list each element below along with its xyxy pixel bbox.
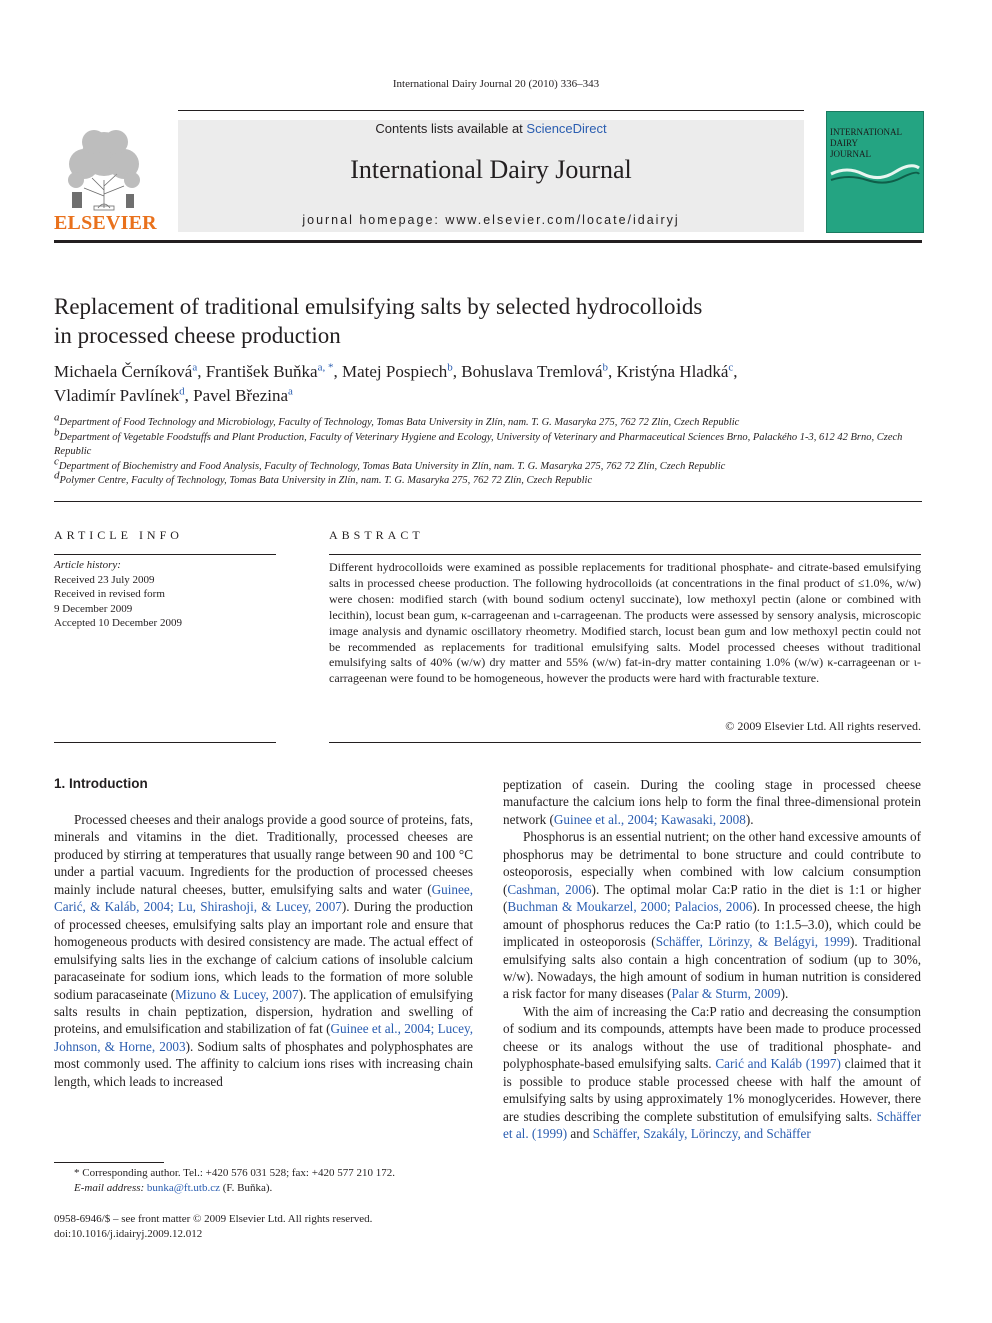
citation-link[interactable]: Schäffer et al. (1999): [503, 1108, 921, 1142]
header-rule: [178, 110, 804, 111]
affiliation-key: d: [54, 469, 60, 482]
author-name: Bohuslava Tremlová: [461, 362, 603, 381]
author-name: Pavel Březina: [193, 386, 289, 405]
abstract-text: Different hydrocolloids were examined as possible replacements for traditional phosphate- and citrate-based emulsifying salts in processed cheese production. The following hydrocolloids (at concentrations in the final product of ≤1.0%, w/w) were chosen: modified starch (with bound sodium octenyl succinate), low methoxyl pectin (alone or combined with lecithin), locust bean gum, κ-carrageenan and ι-carrageenan. The products were assessed by sensory analysis, microscopic image analysis and dynamic oscillatory rheometry. Modified starch, locust bean gum and low methoxyl pectin could not be recommended as replacements for traditional emulsifying salts. Model processed cheeses without traditional emulsifying salts of 40% (w/w) dry matter and 55% (w/w) fat-in-dry matter containing 1.0% (w/w) κ-carrageenan or ι-carrageenan were found to be homogeneous, however the products were hard with fracturable texture.: [329, 560, 921, 686]
text-run: ).: [780, 986, 789, 1002]
affiliation-text: Department of Food Technology and Microbiology, Faculty of Technology, Tomas Bata University in Zlín, nam. T. G. Masaryka 275, 762 72 Zlín, Czech Republic: [59, 417, 740, 428]
text-run: ). Sodium salts of phosphates and polyphosphates are most commonly used. The affinity to calcium ions rises with increasing chain length, which leads to increased: [54, 1038, 473, 1089]
author-name: Kristýna Hladká: [616, 362, 729, 381]
corresponding-author: * Corresponding author. Tel.: +420 576 031 528; fax: +420 577 210 172.: [74, 1167, 395, 1179]
author-separator: ,: [452, 362, 462, 381]
author-name: Matej Pospiech: [342, 362, 448, 381]
front-matter: [54, 1212, 654, 1242]
abstract-rule: [329, 554, 921, 555]
affiliation-ref[interactable]: b: [447, 361, 453, 374]
text-run: With the aim of increasing the Ca:P ratio and decreasing the consumption of sodium and its compounds, attempts have been made to produce processed cheese or its analogs without the use of traditional phosphate- and polyphosphate-based emulsifying salts.: [503, 1003, 921, 1072]
affiliation-text: Polymer Centre, Faculty of Technology, Tomas Bata University in Zlín, nam. T. G. Masaryka 275, 762 72 Zlín, Czech Republic: [59, 475, 593, 486]
sciencedirect-link[interactable]: ScienceDirect: [526, 121, 607, 136]
title-line: in processed cheese production: [54, 323, 341, 348]
text-run: Phosphorus is an essential nutrient; on the other hand excessive amounts of phosphorus may be detrimental to bone structure and could contribute to osteoporosis, especially when combined with low calcium consumption (: [503, 829, 921, 897]
text-run: claimed that it is possible to produce stable processed cheese with half the amount of emulsifying salts by using approximately 1% monoglycerides. However, there are studies describing the complete substitution of emulsifying salts.: [503, 1056, 922, 1124]
paragraph: [503, 776, 921, 828]
article-info-rule: [54, 554, 276, 555]
cover-title: [830, 127, 920, 160]
running-head: International Dairy Journal 20 (2010) 336–343: [392, 78, 600, 90]
email-line: [54, 1181, 473, 1196]
author-list: [54, 360, 922, 408]
email-link[interactable]: bunka@ft.utb.cz: [146, 1182, 220, 1194]
text-run: peptization of casein. During the cooling stage in processed cheese manufacture the calcium ions help to form the final three-dimensional protein network (: [503, 777, 921, 827]
cover-title-line: INTERNATIONAL: [830, 127, 902, 137]
article-info-bottom-rule: [54, 742, 276, 743]
citation-link[interactable]: Palar & Sturm, 2009: [671, 986, 781, 1002]
text-run: ). The optimal molar Ca:P ratio in the diet is 1:1 or higher (: [503, 881, 921, 915]
affiliation-key: c: [54, 455, 59, 467]
text-run: and: [567, 1126, 593, 1142]
issn-line: 0958-6946/$ – see front matter © 2009 Elsevier Ltd. All rights reserved.: [54, 1213, 373, 1225]
author-name: Vladimír Pavlínek: [54, 386, 180, 405]
email-suffix: (F. Buňka).: [219, 1182, 273, 1194]
contents-prefix: Contents lists available at: [375, 121, 527, 136]
email-label: E-mail address:: [74, 1182, 147, 1194]
author-separator: ,: [733, 362, 738, 381]
citation-link[interactable]: Cashman, 2006: [507, 881, 592, 897]
citation-link[interactable]: Buchman & Moukarzel, 2000; Palacios, 2006: [507, 899, 753, 915]
article-title: [54, 292, 914, 350]
affiliation-ref[interactable]: a: [288, 385, 293, 398]
author-name: Michaela Černíková: [54, 362, 193, 381]
journal-name: International Dairy Journal: [350, 155, 632, 184]
affiliation-ref[interactable]: a, *: [317, 361, 334, 374]
author-separator: ,: [197, 362, 206, 381]
abstract-bottom-rule: [329, 742, 921, 743]
affiliation-text: Department of Vegetable Foodstuffs and Plant Production, Faculty of Veterinary Hygiene and Ecology, University of Veterinary and Pharmaceutical Sciences Brno, Palackého 1-3, 612 42 Brno, Czech Republic: [54, 431, 903, 457]
citation-link[interactable]: Schäffer, Szakály, Lörinczy, and Schäffer: [592, 1126, 811, 1142]
affiliation-item: [54, 455, 922, 475]
citation-link[interactable]: Carić and Kaláb (1997): [715, 1056, 841, 1072]
abstract-heading: ABSTRACT: [329, 528, 424, 542]
section-heading-introduction: 1. Introduction: [54, 776, 148, 791]
history-item: Accepted 10 December 2009: [54, 617, 182, 629]
title-block-rule: [54, 501, 922, 502]
author-name: František Buňka: [205, 362, 318, 381]
cover-title-line: DAIRY: [830, 138, 859, 148]
citation-link[interactable]: Mizuno & Lucey, 2007: [175, 986, 299, 1002]
author-separator: ,: [333, 362, 342, 381]
copyright-notice: © 2009 Elsevier Ltd. All rights reserved.: [725, 719, 921, 733]
article-history: [54, 558, 276, 631]
body-column-left: [54, 811, 473, 1090]
body-column-right: [503, 776, 921, 1143]
history-item: Received in revised form: [54, 588, 165, 600]
header-thick-rule: [54, 240, 922, 243]
affiliation-ref[interactable]: d: [179, 385, 185, 398]
text-run: ). During the production of processed cheeses, emulsifying salts play an important role and ensure that homogeneous products with desired consistency are made. The actual effect of emulsifying salts lies in the exchange of calcium cations of insoluble calcium paracaseinate for sodium ions, which leads to the formation of more soluble sodium paracaseinate (: [54, 899, 474, 1002]
affiliation-item: [54, 426, 922, 460]
title-line: Replacement of traditional emulsifying salts by selected hydrocolloids: [54, 294, 703, 319]
doi-line[interactable]: doi:10.1016/j.idairyj.2009.12.012: [54, 1228, 203, 1240]
affiliation-key: b: [54, 426, 60, 438]
citation-link[interactable]: Guinee et al., 2004; Lucey, Johnson, & Horne, 2003: [54, 1021, 473, 1054]
corresponding-author-footnote: [54, 1166, 473, 1196]
footnote-rule: [54, 1162, 164, 1163]
affiliation-ref[interactable]: c: [728, 361, 734, 374]
text-run: Processed cheeses and their analogs provide a good source of proteins, fats, minerals and vitamins in the diet. Traditionally, processed cheeses are produced by stirring at temperatures that usually range between 90 and 100 °C under a partial vacuum. Ingredients for the production of processed cheeses mainly include natural cheeses, butter, emulsifying salts and water (: [54, 812, 473, 897]
citation-link[interactable]: Guinee et al., 2004; Kawasaki, 2008: [553, 811, 746, 827]
journal-homepage[interactable]: journal homepage: www.elsevier.com/locate/idairyj: [302, 213, 680, 227]
author-separator: ,: [184, 386, 194, 405]
elsevier-wordmark: ELSEVIER: [54, 212, 157, 234]
affiliation-ref[interactable]: a: [192, 361, 198, 374]
affiliation-ref[interactable]: b: [602, 361, 608, 374]
history-item: 9 December 2009: [54, 602, 133, 615]
history-label: Article history:: [54, 559, 121, 571]
contents-line: [178, 121, 804, 136]
author-separator: ,: [608, 362, 617, 381]
citation-link[interactable]: Schäffer, Lörinzy, & Belágyi, 1999: [655, 934, 850, 950]
article-info-heading: ARTICLE INFO: [54, 528, 183, 542]
text-run: ). The application of emulsifying salts results in chain peptization, dispersion, hydration and swelling of proteins, and emulsification and stabilization of fat (: [54, 986, 473, 1037]
affiliation-text: Department of Biochemistry and Food Analysis, Faculty of Technology, Tomas Bata University in Zlín, nam. T. G. Masaryka 275, 762 72 Zlín, Czech Republic: [58, 460, 726, 472]
citation-link[interactable]: Guinee, Carić, & Kaláb, 2004; Lu, Shirashoji, & Lucey, 2007: [54, 881, 473, 915]
affiliation-item: [54, 469, 922, 489]
cover-title-line: JOURNAL: [830, 149, 872, 159]
affiliation-key: a: [54, 411, 60, 424]
text-run: ). Traditional emulsifying salts also contain a high concentration of sodium (up to 30%, w/w). Nowadays, the high amount of sodium in human nutrition is considered a risk factor for many diseases (: [503, 934, 922, 1002]
history-item: Received 23 July 2009: [54, 573, 155, 586]
affiliation-item: [54, 411, 922, 431]
affiliations: [54, 411, 922, 489]
paragraph: [54, 811, 473, 1090]
paragraph: [503, 1003, 921, 1143]
paragraph: [503, 828, 921, 1003]
text-run: ). In processed cheese, the high amount of phosphorus reduces the Ca:P ratio (to 1:1.5–3.0), which could be implicated in osteoporosis (: [503, 899, 921, 950]
text-run: ).: [745, 811, 754, 827]
